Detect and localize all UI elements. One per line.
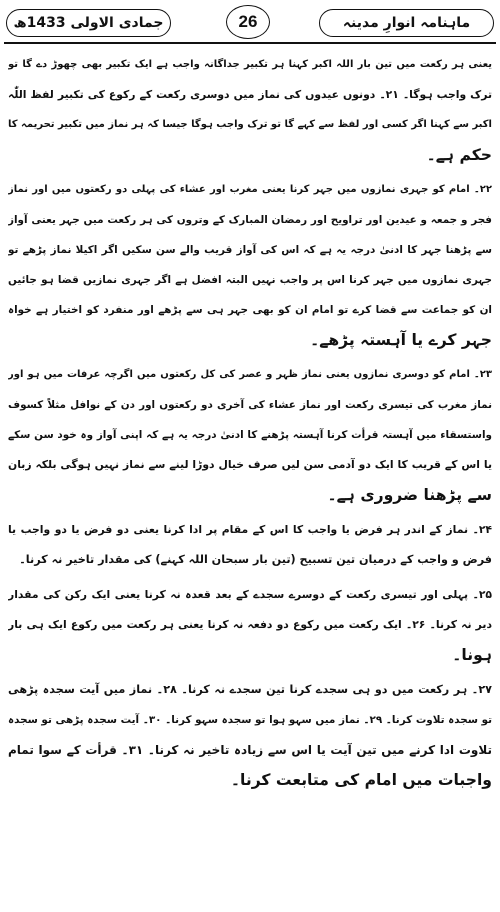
paragraph bbox=[8, 580, 492, 670]
text-line: واجبات میں امام کی متابعت کرنا۔ bbox=[230, 771, 492, 789]
header-divider bbox=[4, 42, 496, 44]
text-line: ۲۴۔ نماز کے اندر ہر فرض یا واجب کا اس کے مقام پر ادا کرنا یعنی دو فرض یا دو واجب یا bbox=[8, 523, 492, 536]
text-line: ۲۵۔ پہلی اور تیسری رکعت کے دوسرے سجدے کے بعد قعدہ نہ کرنا یعنی ایک رکن کی مقدار bbox=[8, 588, 492, 601]
text-line: دیر نہ کرنا۔ ۲۶۔ ایک رکعت میں رکوع دو دفعہ نہ کرنا یعنی ہر رکعت میں رکوع ایک ہی بار bbox=[8, 618, 492, 631]
text-line: جہر کرے یا آہستہ پڑھے۔ bbox=[310, 331, 492, 349]
paragraph bbox=[8, 515, 492, 575]
text-line: اکبر سے کہنا اگر کسی اور لفظ سے کہے گا تو ترک واجب ہوگا جیسا کہ ہر نماز میں تکبیر تحریمہ کا bbox=[8, 119, 492, 130]
page-number: 26 bbox=[238, 12, 258, 31]
text-line: ان کو جماعت سے قضا کرے تو امام ان کو بھی جہر ہی سے پڑھے اور منفرد کو اختیار ہے خواہ bbox=[8, 304, 492, 316]
text-line: تو سجدہ تلاوت کرنا۔ ۲۹۔ نماز میں سہو ہوا تو سجدہ سہو کرنا۔ ۳۰۔ آیت سجدہ پڑھی تو سجدہ bbox=[8, 714, 492, 726]
text-line: فجر و جمعہ و عیدین اور تراویح اور رمضان المبارک کے وتروں کی ہر رکعت میں جہر یعنی آواز bbox=[8, 214, 492, 226]
magazine-title-box bbox=[319, 9, 494, 37]
issue-date: جمادی الاولی 1433ھ bbox=[13, 15, 164, 31]
text-line: ۲۲۔ امام کو جہری نمازوں میں جہر کرنا یعنی مغرب اور عشاء کی پہلی دو رکعتوں میں اور نماز bbox=[8, 184, 492, 195]
article-body bbox=[8, 50, 492, 800]
text-line: یعنی ہر رکعت میں تین بار اللہ اکبر کہنا ہر تکبیر جداگانہ واجب ہے ایک تکبیر بھی چھوڑ دے گا تو bbox=[8, 59, 492, 70]
text-line: فرض و واجب کے درمیان تین تسبیح (تین بار سبحان اللہ کہنے) کی مقدار تاخیر نہ کرنا۔ bbox=[19, 553, 492, 566]
paragraph bbox=[8, 175, 492, 355]
page-number-oval bbox=[226, 5, 270, 39]
text-line: جہری نمازوں میں جہر کرنا اس پر واجب نہیں البتہ افضل ہے اگر جہری نمازیں قضا ہو جائیں bbox=[8, 274, 492, 286]
text-line: سے پڑھنا ضروری ہے۔ bbox=[327, 486, 492, 504]
text-line: ترک واجب ہوگا۔ ۲۱۔ دونوں عیدوں کی نماز میں دوسری رکعت کے رکوع کی تکبیر لفظ اللّٰہ bbox=[8, 88, 492, 101]
paragraph bbox=[8, 675, 492, 795]
page-header bbox=[6, 4, 494, 44]
text-line: ۲۳۔ امام کو دوسری نمازوں یعنی نماز ظہر و عصر کی کل رکعتوں میں اگرچہ عرفات میں ہو اور bbox=[8, 369, 492, 380]
text-line: یا اس کے قریب کا ایک دو آدمی سن لیں صرف خیال دوڑا لینے سے نماز نہیں ہوگی بلکہ زبان bbox=[8, 458, 492, 471]
paragraph bbox=[8, 50, 492, 170]
text-line: حکم ہے۔ bbox=[426, 146, 492, 164]
text-line: نماز مغرب کی تیسری رکعت اور نماز عشاء کی آخری دو رکعتوں اور دن کے نوافل مثلاً کسوف bbox=[8, 399, 492, 411]
text-line: تلاوت ادا کرنے میں تین آیت یا اس سے زیادہ تاخیر نہ کرنا۔ ۳۱۔ قرأت کے سوا تمام bbox=[8, 743, 492, 757]
paragraph bbox=[8, 360, 492, 510]
text-line: ۲۷۔ ہر رکعت میں دو ہی سجدے کرنا تین سجدے نہ کرنا۔ ۲۸۔ نماز میں آیت سجدہ پڑھی bbox=[8, 683, 492, 696]
text-line: ہونا۔ bbox=[452, 646, 492, 664]
text-line: سے پڑھنا جہر کا ادنیٰ درجہ یہ ہے کہ اس کی آواز قریب والے سن سکیں اگر اکیلا نماز پڑھے تو bbox=[8, 244, 492, 256]
text-line: واستسقاء میں آہستہ قرأت کرنا آہستہ پڑھنے کا ادنیٰ درجہ یہ ہے کہ اپنی آواز وہ خود سن سکے bbox=[8, 429, 492, 441]
issue-date-box bbox=[6, 9, 171, 37]
magazine-title: ماہنامہ انوارِ مدینہ bbox=[342, 15, 471, 31]
